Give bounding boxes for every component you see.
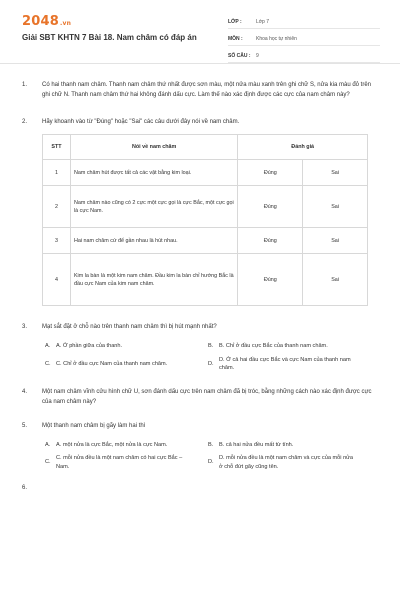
false-option[interactable]: Sai xyxy=(303,228,368,254)
option-text: D. mỗi nửa đều là một nam châm và cực của mỗi nửa ở chỗ đứt gãy cũng tên. xyxy=(219,455,354,470)
logo-main: 2048 xyxy=(22,14,59,29)
question-number: 3. xyxy=(22,324,28,330)
question-text: Có hai thanh nam châm. Thanh nam châm thứ nhất được sơn màu, một nửa màu xanh trên ghi chữ S, nửa kia màu đỏ trên ghi chữ N. Thanh nam châm thứ hai không đánh dấu cực. Làm thế nào xác định được các cực của nam châm này? xyxy=(42,82,372,98)
option-d[interactable] xyxy=(205,356,368,373)
false-option[interactable]: Sai xyxy=(303,186,368,228)
option-c[interactable] xyxy=(42,356,205,373)
true-false-table xyxy=(42,134,368,306)
false-option[interactable]: Sai xyxy=(303,160,368,186)
document-title: Giải SBT KHTN 7 Bài 18. Nam châm có đáp án xyxy=(22,33,197,42)
option-label: B. xyxy=(208,441,214,448)
true-option[interactable]: Đúng xyxy=(238,228,303,254)
question-4 xyxy=(22,387,380,407)
column-header-stt: STT xyxy=(43,135,71,160)
question-2 xyxy=(22,117,380,127)
column-header-evaluation: Đánh giá xyxy=(238,135,368,160)
option-label: B. xyxy=(208,343,214,349)
option-text: B. Chỉ ở đầu cực Bắc của thanh nam châm. xyxy=(219,343,328,349)
page-header xyxy=(0,0,400,64)
question-number: 6. xyxy=(22,485,28,491)
question-text: Một thanh nam châm bị gãy làm hai thì xyxy=(42,422,146,429)
meta-key: LỚP : xyxy=(228,18,242,25)
meta-row-class xyxy=(228,15,380,29)
option-label: A. xyxy=(45,441,51,448)
table-row xyxy=(43,228,368,254)
option-text: C. Chỉ ở đầu cực Nam của thanh nam châm. xyxy=(56,360,168,367)
column-header-statement: Nói về nam châm xyxy=(70,135,237,160)
option-label: A. xyxy=(45,343,51,349)
row-statement: Kim la bàn là một kim nam châm. Đầu kim la bàn chỉ hướng Bắc là đầu cực Nam của kim nam châm. xyxy=(70,254,237,306)
table-row xyxy=(43,160,368,186)
table-row xyxy=(43,186,368,228)
question-number: 1. xyxy=(22,82,28,88)
question-text: Hãy khoanh vào từ "Đúng" hoặc "Sai" các câu dưới đây nói về nam châm. xyxy=(42,119,240,125)
row-number: 1 xyxy=(43,160,71,186)
option-c[interactable] xyxy=(42,454,205,471)
row-statement: Nam châm hút được tất cả các vật bằng kim loại. xyxy=(70,160,237,186)
question-number: 5. xyxy=(22,422,28,429)
row-statement: Nam châm nào cũng có 2 cực một cực gọi là cực Bắc, một cực gọi là cực Nam. xyxy=(70,186,237,228)
meta-key: SỐ CÂU : xyxy=(228,52,251,59)
question-text: Một nam châm vĩnh cửu hình chữ U, sơn đánh dấu cực trên nam châm đã bị tróc, bằng những cách nào xác định được cực của nam châm này? xyxy=(42,388,372,405)
meta-row-count xyxy=(228,49,380,63)
option-a[interactable] xyxy=(42,342,205,351)
table-header-row xyxy=(43,135,368,160)
option-label: C. xyxy=(45,459,51,466)
question-1 xyxy=(22,80,380,100)
question-list xyxy=(22,80,380,493)
question-text: Mạt sắt đặt ở chỗ nào trên thanh nam châm thì bị hút mạnh nhất? xyxy=(42,324,217,330)
question-5 xyxy=(22,421,380,431)
row-number: 2 xyxy=(43,186,71,228)
true-option[interactable]: Đúng xyxy=(238,254,303,306)
meta-value: Khoa học tự nhiên xyxy=(256,35,297,42)
option-label: D. xyxy=(208,360,214,367)
meta-info xyxy=(228,15,380,66)
meta-row-subject xyxy=(228,32,380,46)
false-option[interactable]: Sai xyxy=(303,254,368,306)
question-6 xyxy=(22,483,380,493)
option-text: D. Ở cả hai đầu cực Bắc và cực Nam của thanh nam châm. xyxy=(219,356,351,371)
option-b[interactable] xyxy=(205,342,368,351)
site-logo[interactable] xyxy=(22,14,71,29)
option-text: A. Ở phần giữa của thanh. xyxy=(56,343,123,349)
question-number: 2. xyxy=(22,119,28,125)
true-option[interactable]: Đúng xyxy=(238,160,303,186)
row-number: 3 xyxy=(43,228,71,254)
option-label: D. xyxy=(208,459,214,466)
meta-value: 9 xyxy=(256,52,259,59)
question-number: 4. xyxy=(22,388,28,395)
table-row xyxy=(43,254,368,306)
option-text: B. cả hai nửa đều mất từ tính. xyxy=(219,441,294,448)
meta-key: MÔN : xyxy=(228,35,243,42)
option-b[interactable] xyxy=(205,441,368,450)
true-option[interactable]: Đúng xyxy=(238,186,303,228)
row-statement: Hai nam châm cứ để gần nhau là hút nhau. xyxy=(70,228,237,254)
meta-value: Lớp 7 xyxy=(256,18,270,25)
answer-options xyxy=(42,342,368,373)
option-text: C. mỗi nửa đều là một nam châm có hai cực Bắc – Nam. xyxy=(56,455,183,470)
answer-options xyxy=(42,441,368,472)
logo-suffix: .vn xyxy=(59,20,72,27)
option-d[interactable] xyxy=(205,454,368,471)
question-3 xyxy=(22,322,380,332)
option-label: C. xyxy=(45,360,51,367)
option-text: A. một nửa là cực Bắc, một nửa là cực Nam. xyxy=(56,441,168,448)
option-a[interactable] xyxy=(42,441,205,450)
row-number: 4 xyxy=(43,254,71,306)
